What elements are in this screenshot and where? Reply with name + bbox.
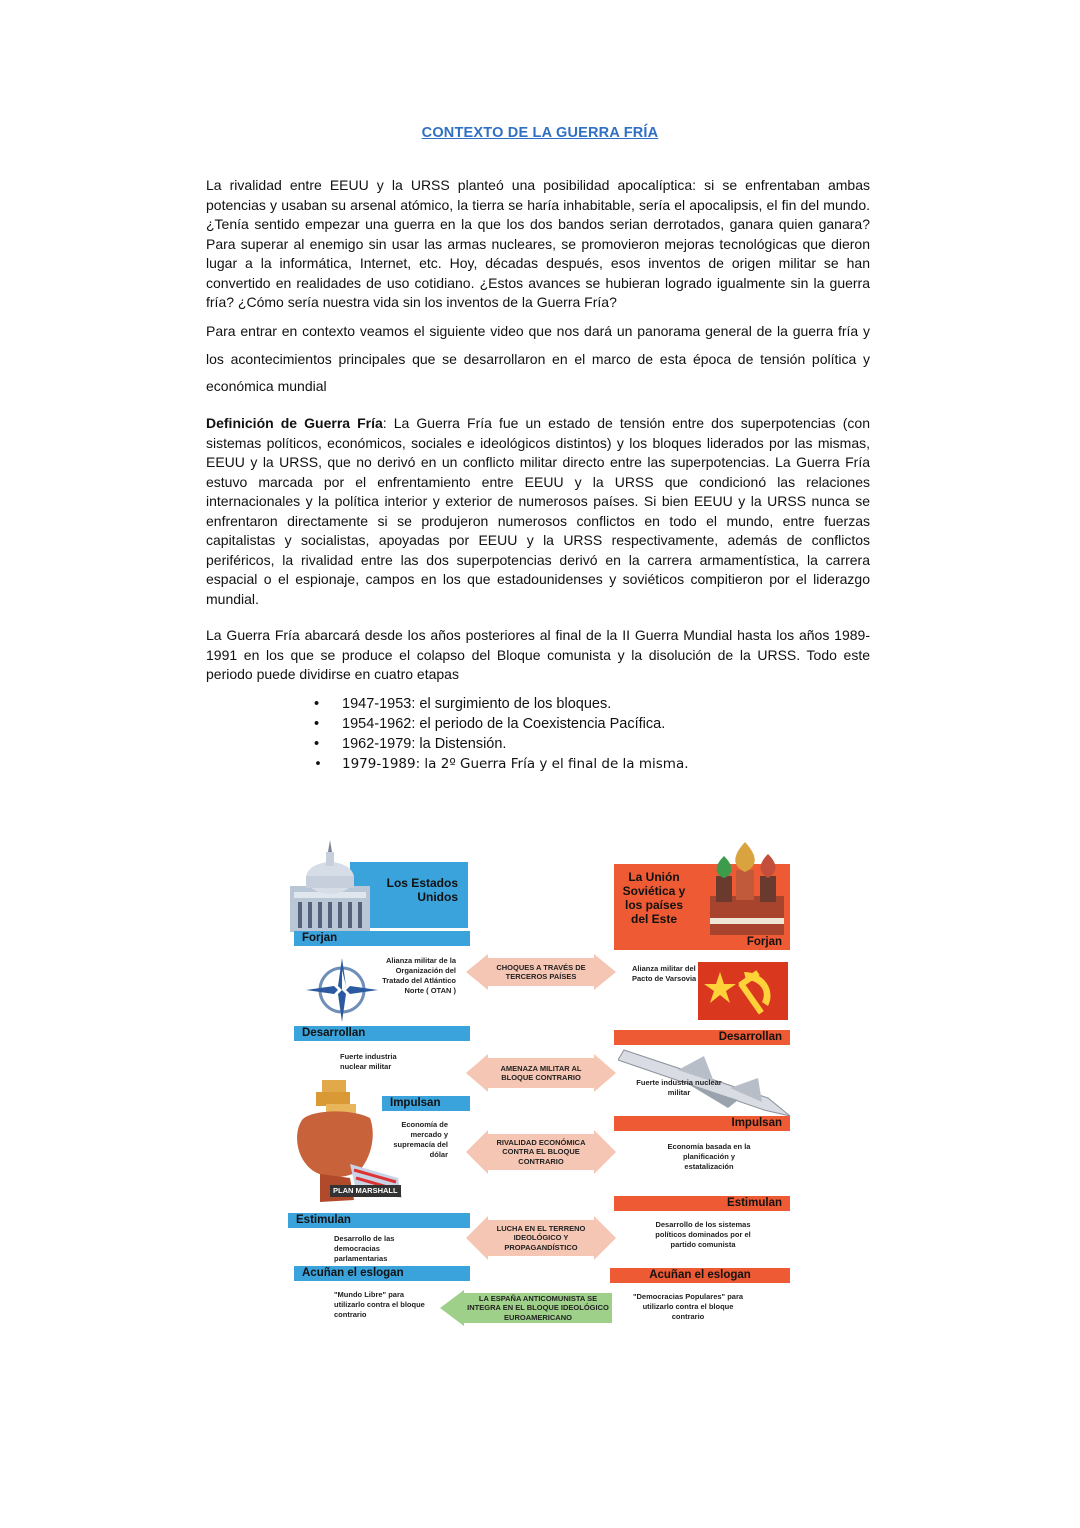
ussr-header-line1: La Unión <box>628 870 680 884</box>
ussr-desarrollan-bar: Desarrollan <box>614 1030 790 1045</box>
ussr-header-line4: del Este <box>630 912 678 926</box>
stages-list <box>312 694 689 774</box>
center-arrow-conflicts <box>466 954 616 990</box>
usa-eslogan-bar: Acuñan el eslogan <box>294 1266 470 1281</box>
ussr-impulsan-text: Economía basada en la planificación y estatalización <box>667 1142 751 1171</box>
ussr-forjan-bar: Forjan <box>614 935 790 950</box>
center-arrow-text: LUCHA EN EL TERRENO IDEOLÓGICO Y PROPAGANDÍSTICO <box>496 1223 586 1252</box>
center-arrow-economic <box>466 1130 616 1174</box>
ussr-estimulan-bar: Estimulan <box>614 1196 790 1211</box>
usa-desarrollan-bar: Desarrollan <box>294 1026 470 1041</box>
center-arrow-ideological <box>466 1216 616 1260</box>
ussr-forjan-text: Alianza militar del Pacto de Varsovia <box>632 964 697 983</box>
usa-estimulan-bar: Estimulan <box>288 1213 470 1228</box>
ussr-header <box>614 870 694 926</box>
usa-forjan-bar: Forjan <box>294 931 470 946</box>
ussr-impulsan-bar: Impulsan <box>614 1116 790 1131</box>
usa-estimulan-text: Desarrollo de las democracias parlamentarias <box>334 1234 395 1263</box>
usa-impulsan-bar: Impulsan <box>382 1096 470 1111</box>
definition-text: : La Guerra Fría fue un estado de tensión entre dos superpotencias (con sistemas políticos, económicos, sociales e ideológicos distintos) y los bloques liderados por las mismas, EEUU y la URSS, que no derivó en un conflicto militar directo entre las superpotencias. La Guerra Fría estuvo marcada por el enfrentamiento entre EEUU y la URSS que condicionó las relaciones internacionales y la política interior y exterior de numerosos países. Si bien EEUU y la URSS nunca se enfrentaron directamente si se produjeron numerosos conflictos en todo el mundo, entre fuerzas capitalistas y socialistas, apoyadas por EEUU y la URSS respectivamente, además de conflictos periféricos, la rivalidad entre las dos superpotencias derivó en la carrera armamentística, la carrera espacial o el espionaje, campos en los que estadounidenses y soviéticos compitieron por el liderazgo mundial. <box>206 415 870 607</box>
usa-header-line2: Unidos <box>417 890 458 904</box>
center-arrow-text: RIVALIDAD ECONÓMICA CONTRA EL BLOQUE CONTRARIO <box>496 1137 586 1166</box>
ussr-header-line3: los países <box>624 898 684 912</box>
plan-marshall-label: PLAN MARSHALL <box>330 1185 401 1197</box>
center-arrow-text: CHOQUES A TRAVÉS DE TERCEROS PAÍSES <box>496 962 586 981</box>
usa-impulsan-text: Economía de mercado y supremacía del dólar <box>393 1120 448 1159</box>
usa-forjan-text: Alianza militar de la Organización del Tratado del Atlántico Norte ( OTAN ) <box>382 956 456 995</box>
center-arrow-text: AMENAZA MILITAR AL BLOQUE CONTRARIO <box>500 1063 582 1082</box>
list-item: • 1979-1989: la 2º Guerra Fría y el final de la misma. <box>312 754 689 774</box>
cold-war-infographic <box>280 830 802 1330</box>
usa-header-line1: Los Estados <box>386 876 458 890</box>
video-paragraph: Para entrar en contexto veamos el siguiente video que nos dará un panorama general de la guerra fría y los acontecimientos principales que se desarrollaron en el marco de esta época de tensión política y económica mundial <box>206 323 870 394</box>
spain-arrow <box>440 1290 612 1326</box>
nato-compass-icon <box>302 956 382 1026</box>
list-item: • 1947-1953: el surgimiento de los bloques. <box>312 694 689 714</box>
list-item: • 1962-1979: la Distensión. <box>312 734 689 754</box>
usa-desarrollan-text: Fuerte industria nuclear militar <box>340 1052 397 1071</box>
definition-paragraph <box>206 414 870 609</box>
definition-label: Definición de Guerra Fría <box>206 415 383 431</box>
ussr-desarrollan-text: Fuerte industria nuclear militar <box>636 1078 722 1097</box>
ussr-eslogan-text: "Democracias Populares" para utilizarlo contra el bloque contrario <box>632 1292 744 1321</box>
usa-eslogan-text: "Mundo Libre" para utilizarlo contra el bloque contrario <box>334 1290 425 1319</box>
ussr-header-line2: Soviética y <box>622 884 686 898</box>
periods-paragraph: La Guerra Fría abarcará desde los años posteriores al final de la II Guerra Mundial hasta los años 1989-1991 en los que se produce el colapso del Bloque comunista y la disolución de la URSS. Todo este periodo puede dividirse en cuatro etapas <box>206 627 870 682</box>
spain-arrow-text: LA ESPAÑA ANTICOMUNISTA SE INTEGRA EN EL BLOQUE IDEOLÓGICO EUROAMERICANO <box>467 1293 609 1322</box>
list-item: • 1954-1962: el periodo de la Coexistencia Pacífica. <box>312 714 689 734</box>
capitol-icon <box>290 838 370 934</box>
ussr-estimulan-text: Desarrollo de los sistemas políticos dominados por el partido comunista <box>655 1220 751 1249</box>
hammer-sickle-icon <box>698 958 788 1024</box>
usa-header <box>372 876 458 904</box>
intro-paragraph: La rivalidad entre EEUU y la URSS planteó una posibilidad apocalíptica: si se enfrentaban ambas potencias y usaban su arsenal atómico, la tierra se haría inhabitable, sería el apocalipsis, el fin del mundo. ¿Tenía sentido empezar una guerra en la que los dos bandos serian derrotados, ganara quien ganara? Para superar al enemigo sin usar las armas nucleares, se promovieron mejoras tecnológicas que dieron lugar a la informática, Internet, etc. Hoy, décadas después, esos inventos de origen militar se han convertido en realidades de uso cotidiano. ¿Estos avances se hubieran logrado igualmente sin la guerra fría? ¿Cómo sería nuestra vida sin los inventos de la Guerra Fría? <box>206 177 870 310</box>
kremlin-icon <box>706 836 790 940</box>
center-arrow-threat <box>466 1054 616 1092</box>
page-title: CONTEXTO DE LA GUERRA FRÍA <box>421 125 659 141</box>
ussr-eslogan-bar: Acuñan el eslogan <box>610 1268 790 1283</box>
